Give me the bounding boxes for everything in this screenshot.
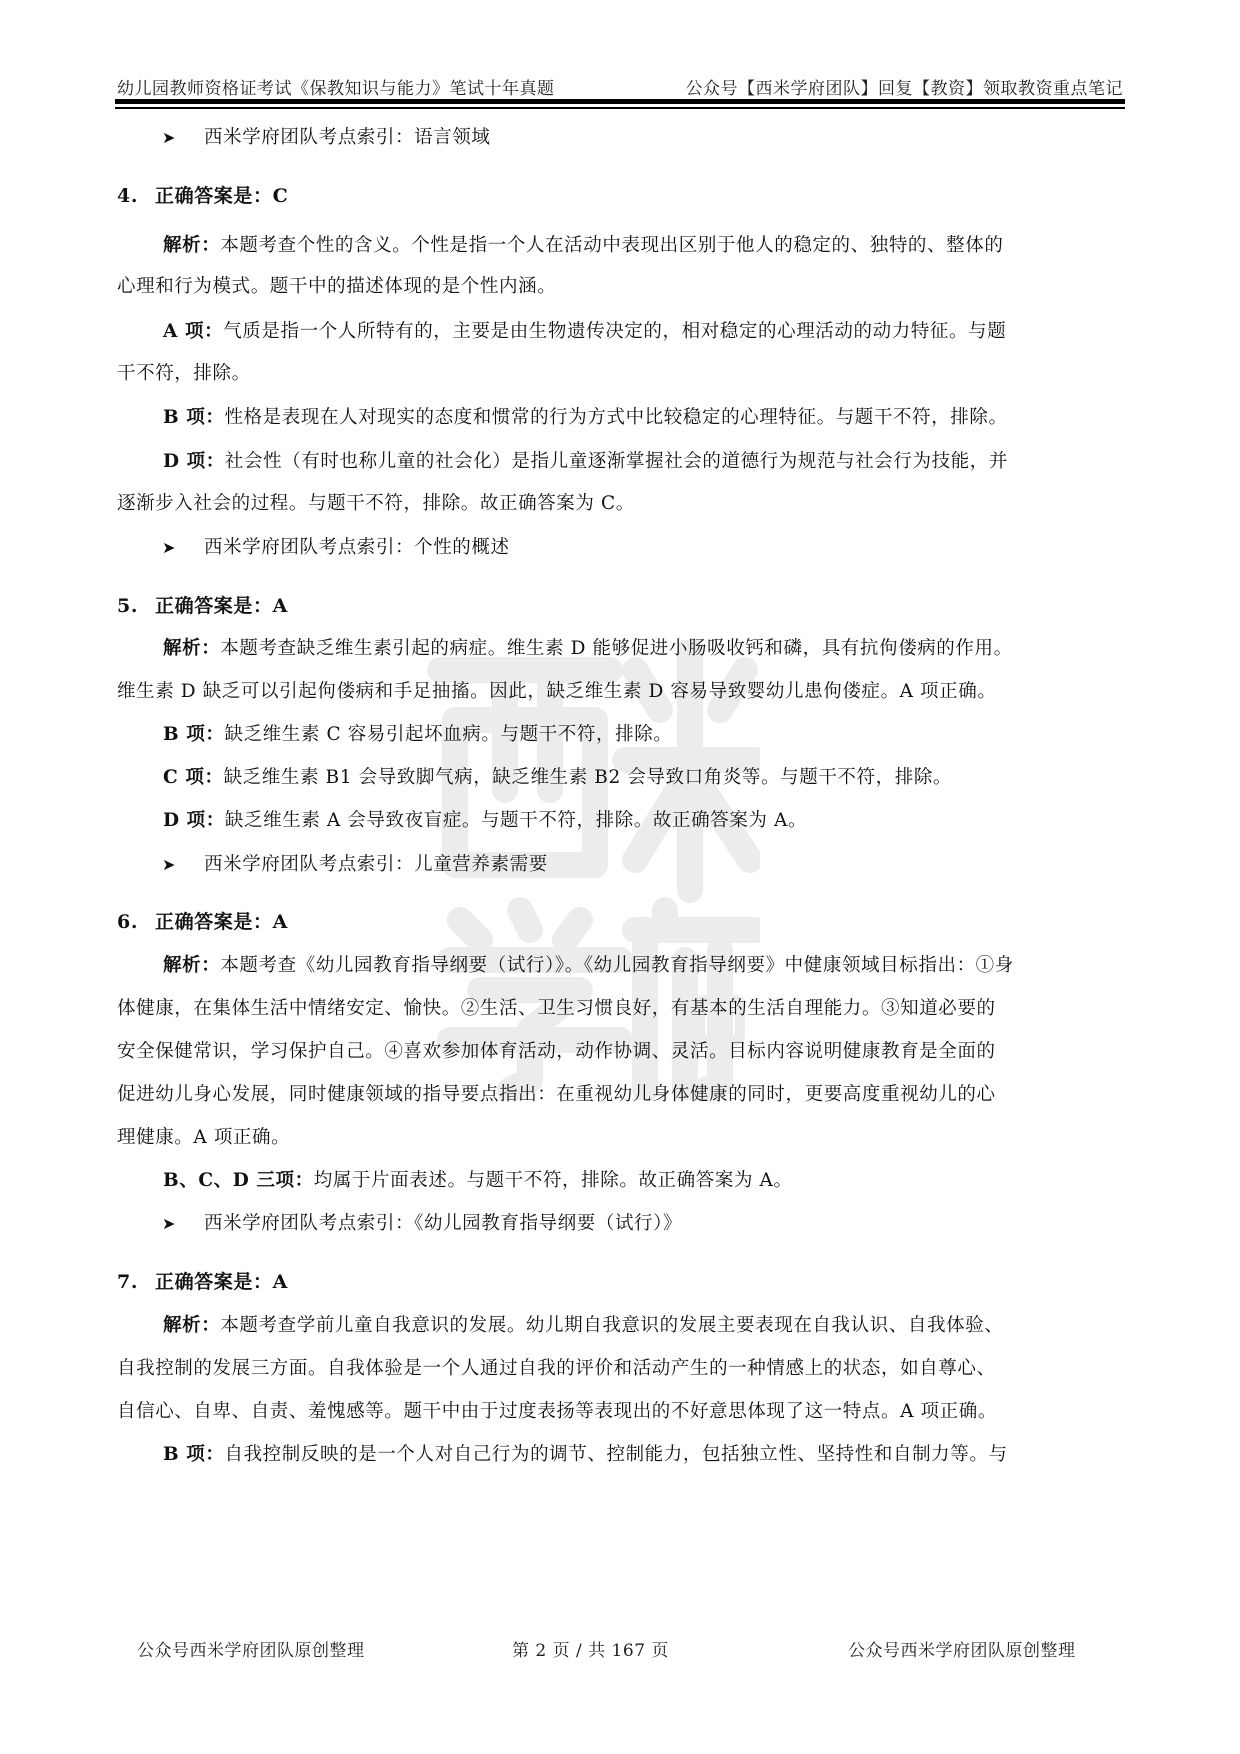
- option-para: B 项：性格是表现在人对现实的态度和惯常的行为方式中比较稳定的心理特征。与题干不符，排除。: [163, 407, 1008, 428]
- analysis-para: 解析：本题考查学前儿童自我意识的发展。幼儿期自我意识的发展主要表现在自我认识、自我体验、: [163, 1315, 1004, 1336]
- page-number: 第 2 页 / 共 167 页: [512, 1641, 669, 1661]
- answer-heading: 6. 正确答案是：A: [117, 911, 288, 933]
- option-para: D 项：社会性（有时也称儿童的社会化）是指儿童逐渐掌握社会的道德行为规范与社会行为技能，并: [163, 451, 1008, 472]
- knowledge-index: ➤ 西米学府团队考点索引：语言领域: [162, 124, 1172, 152]
- analysis-cont: 安全保健常识，学习保护自己。④喜欢参加体育活动，动作协调、灵活。目标内容说明健康教育是全面的: [117, 1041, 996, 1062]
- page-header: [115, 70, 1125, 110]
- footer-left-credit: 公众号西米学府团队原创整理: [137, 1641, 365, 1661]
- arrow-bullet-icon: ➤: [162, 538, 177, 557]
- analysis-para: 解析：本题考查《幼儿园教育指导纲要（试行）》。《幼儿园教育指导纲要》中健康领域目标指出：①身: [163, 955, 1014, 976]
- header-title: 幼儿园教师资格证考试《保教知识与能力》笔试十年真题: [117, 79, 555, 99]
- option-para: B 项：缺乏维生素 C 容易引起坏血病。与题干不符，排除。: [163, 724, 673, 745]
- arrow-bullet-icon: ➤: [162, 855, 177, 874]
- analysis-cont: 理健康。A 项正确。: [117, 1127, 291, 1148]
- footer-right-credit: 公众号西米学府团队原创整理: [848, 1641, 1076, 1661]
- option-para: D 项：缺乏维生素 A 会导致夜盲症。与题干不符，排除。故正确答案为 A。: [163, 810, 808, 831]
- analysis-cont: 体健康，在集体生活中情绪安定、愉快。②生活、卫生习惯良好，有基本的生活自理能力。③知道必要的: [117, 998, 996, 1019]
- knowledge-index: ➤ 西米学府团队考点索引：个性的概述: [162, 534, 1172, 562]
- answer-heading: 4. 正确答案是：C: [117, 185, 289, 207]
- analysis-cont: 促进幼儿身心发展，同时健康领域的指导要点指出：在重视幼儿身体健康的同时，更要高度重视幼儿的心: [117, 1084, 996, 1105]
- option-cont: 干不符，排除。: [117, 363, 251, 384]
- answer-heading: 5. 正确答案是：A: [117, 595, 288, 617]
- knowledge-index: ➤ 西米学府团队考点索引：《幼儿园教育指导纲要（试行）》: [162, 1210, 1172, 1238]
- analysis-cont: 心理和行为模式。题干中的描述体现的是个性内涵。: [117, 276, 557, 297]
- analysis-cont: 自我控制的发展三方面。自我体验是一个人通过自我的评价和活动产生的一种情感上的状态，如自尊心、: [117, 1358, 996, 1379]
- option-para: B、C、D 三项：均属于片面表述。与题干不符，排除。故正确答案为 A。: [163, 1170, 793, 1191]
- arrow-bullet-icon: ➤: [162, 128, 177, 147]
- arrow-bullet-icon: ➤: [162, 1214, 177, 1233]
- analysis-cont: 自信心、自卑、自责、羞愧感等。题干中由于过度表扬等表现出的不好意思体现了这一特点。A 项正确。: [117, 1401, 997, 1422]
- option-para: B 项：自我控制反映的是一个人对自己行为的调节、控制能力，包括独立性、坚持性和自制力等。与: [163, 1444, 1008, 1465]
- answer-heading: 7. 正确答案是：A: [117, 1271, 288, 1293]
- analysis-cont: 维生素 D 缺乏可以引起佝偻病和手足抽搐。因此，缺乏维生素 D 容易导致婴幼儿患佝偻症。A 项正确。: [117, 681, 997, 702]
- analysis-para: 解析：本题考查个性的含义。个性是指一个人在活动中表现出区别于他人的稳定的、独特的、整体的: [163, 235, 1004, 256]
- option-para: C 项：缺乏维生素 B1 会导致脚气病，缺乏维生素 B2 会导致口角炎等。与题干不符，排除。: [163, 767, 953, 788]
- knowledge-index: ➤ 西米学府团队考点索引：儿童营养素需要: [162, 851, 1172, 879]
- option-para: A 项：气质是指一个人所特有的，主要是由生物遗传决定的，相对稳定的心理活动的动力特征。与题: [163, 321, 1007, 342]
- header-rule-thick: [115, 99, 1125, 104]
- header-rule-thin: [115, 107, 1125, 109]
- analysis-para: 解析：本题考查缺乏维生素引起的病症。维生素 D 能够促进小肠吸收钙和磷，具有抗佝偻病的作用。: [163, 638, 1013, 659]
- option-cont: 逐渐步入社会的过程。与题干不符，排除。故正确答案为 C。: [117, 493, 635, 514]
- header-promo: 公众号【西米学府团队】回复【教资】领取教资重点笔记: [685, 79, 1123, 99]
